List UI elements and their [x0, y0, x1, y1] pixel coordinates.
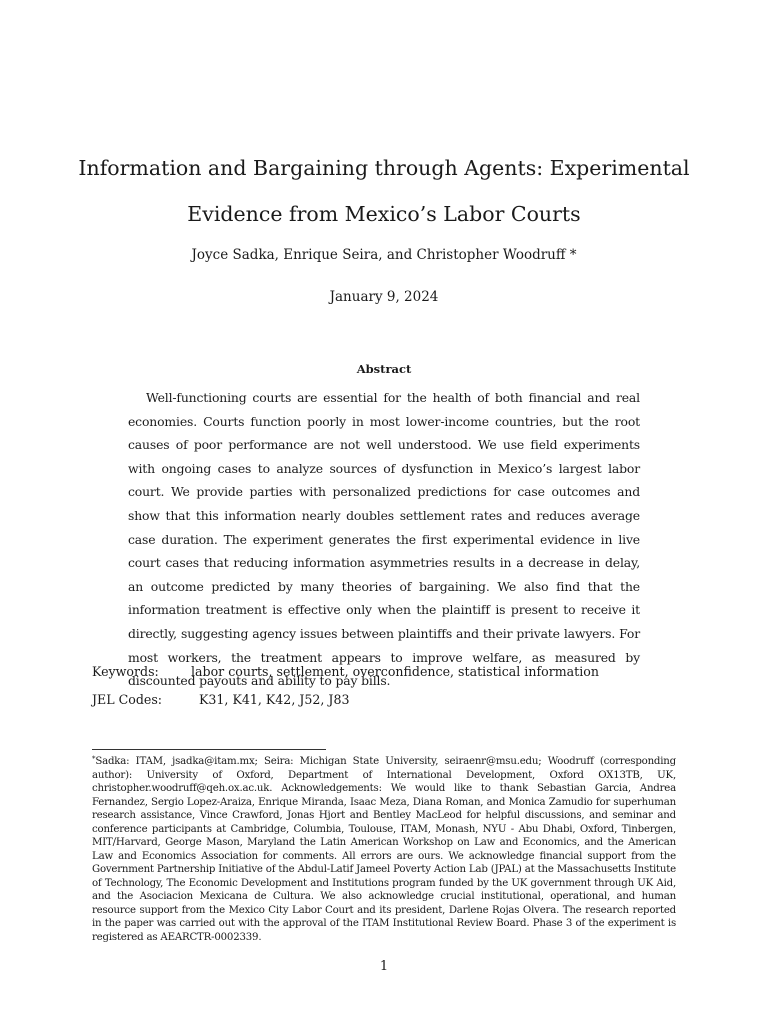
paper-title — [60, 145, 708, 237]
footnote-divider — [92, 749, 326, 750]
keywords-label: Keywords: — [92, 664, 159, 679]
title-line-1: Information and Bargaining through Agents: Experimental — [78, 156, 690, 180]
author-footnote — [92, 753, 676, 944]
page-number: 1 — [379, 959, 389, 974]
jel-codes-value: K31, K41, K42, J52, J83 — [199, 692, 350, 707]
footnote-text: Sadka: ITAM, jsadka@itam.mx; Seira: Michigan State University, seiraenr@msu.edu; Woodruff (corresponding author): University of Oxford, Department of International Development, Oxford OX13TB, UK, christopher.woodruff@qeh.ox.ac.uk. Acknowledgements: We would like to thank Sebastian Garcia, Andrea Fernandez, Sergio Lopez-Araiza, Enrique Miranda, Isaac Meza, Diana Roman, and Monica Zamudio for superhuman research assistance, Vince Crawford, Jonas Hjort and Bentley MacLeod for helpful discussions, and seminar and conference participants at Cambridge, Columbia, Toulouse, ITAM, Monash, NYU - Abu Dhabi, Oxford, Tinbergen, MIT/Harvard, George Mason, Maryland the Latin American Workshop on Law and Economics, and the American Law and Economics Association for comments. All errors are ours. We acknowledge financial support from the Government Partnership Initiative of the Abdul-Latif Jameel Poverty Action Lab (JPAL) at the Massachusetts Institute of Technology, The Economic Development and Institutions program funded by the UK government through UK Aid, and the Asociacion Mexicana de Cultura. We also acknowledge crucial institutional, operational, and human resource support from the Mexico City Labor Court and its president, Darlene Rojas Olvera. The research reported in the paper was carried out with the approval of the ITAM Institutional Review Board. Phase 3 of the experiment is registered as AEARCTR-0002339. — [92, 756, 676, 943]
publication-date: January 9, 2024 — [329, 289, 439, 305]
jel-codes-label: JEL Codes: — [92, 692, 163, 707]
abstract-heading: Abstract — [356, 362, 412, 376]
keywords-value: labor courts, settlement, overconfidence, statistical information — [191, 664, 599, 679]
author-list: Joyce Sadka, Enrique Seira, and Christopher Woodruff * — [191, 247, 577, 263]
footnote-marker: * — [92, 755, 96, 763]
abstract-text: Well-functioning courts are essential for the health of both financial and real economies. Courts function poorly in most lower-income countries, but the root causes of poor performance are not well understood. We use field experiments with ongoing cases to analyze sources of dysfunction in Mexico’s largest labor court. We provide parties with personalized predictions for case outcomes and show that this information nearly doubles settlement rates and reduces average case duration. The experiment generates the first experimental evidence in live court cases that reducing information asymmetries results in a decrease in delay, an outcome predicted by many theories of bargaining. We also find that the information treatment is effective only when the plaintiff is present to receive it directly, suggesting agency issues between plaintiffs and their private lawyers. For most workers, the treatment appears to improve welfare, as measured by discounted payouts and ability to pay bills. — [128, 390, 640, 689]
title-line-2: Evidence from Mexico’s Labor Courts — [187, 202, 581, 226]
